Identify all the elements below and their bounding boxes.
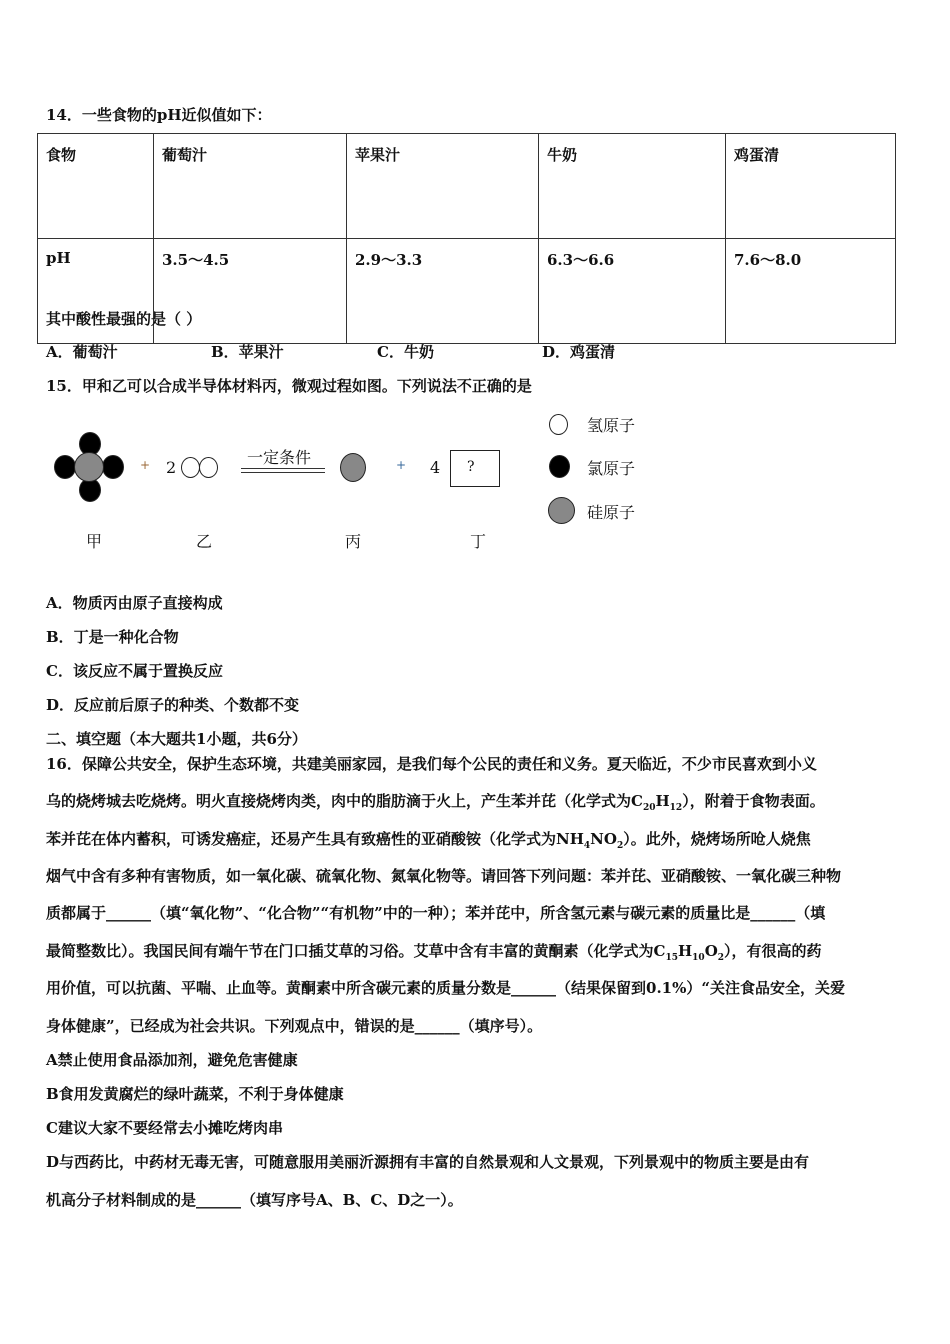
label-ding: 丁	[470, 532, 487, 551]
text-segment: NO	[590, 830, 617, 848]
option-c: C．牛奶	[377, 343, 434, 361]
subscript: 12	[669, 803, 683, 813]
option-b: B．苹果汁	[211, 343, 284, 361]
text-segment: 乌的烧烤城去吃烧烤。明火直接烧烤肉类，肉中的脂肪滴于火上，产生苯并芘（化学式为C	[46, 792, 643, 810]
section-heading: 二、填空题（本大题共1小题，共6分）	[46, 730, 307, 748]
table-cell: 鸡蛋清	[726, 134, 896, 239]
text-segment: B食用发黄腐烂的绿叶蔬菜，不利于身体健康	[46, 1085, 344, 1103]
unknown-box	[450, 450, 500, 487]
text-segment: O	[704, 942, 718, 960]
passage-line	[46, 865, 908, 886]
passage-line	[46, 902, 908, 923]
text-segment: 最简整数比）。我国民间有端午节在门口插艾草的习俗。艾草中含有丰富的黄酮素（化学式为C	[46, 942, 666, 960]
passage-line	[46, 1049, 908, 1070]
table-cell: 6.3～6.6	[539, 239, 726, 344]
table-cell: 2.9～3.3	[347, 239, 539, 344]
passage-line	[46, 1151, 908, 1172]
text-segment: 机高分子材料制成的是______（填写序号A、B、C、D之一）。	[46, 1191, 463, 1209]
question-mark: ?	[467, 459, 475, 475]
subscript: 15	[665, 953, 678, 963]
hydrogen-legend-icon	[549, 414, 568, 435]
text-segment: 烟气中含有多种有害物质，如一氧化碳、硫氧化物、氮氧化物等。请回答下列问题：苯并芘、亚硝酸铵、一氧化碳三种物	[46, 867, 842, 885]
option-d: D．反应前后原子的种类、个数都不变	[46, 696, 300, 714]
table-row	[38, 134, 896, 239]
text-segment: H	[677, 942, 693, 960]
text-segment: ），附着于食物表面。	[682, 792, 825, 810]
reaction-condition: 一定条件	[247, 448, 312, 467]
legend-silicon: 硅原子	[587, 503, 636, 522]
text-segment: 苯并芘在体内蓄积，可诱发癌症，还易产生具有致癌性的亚硝酸铵（化学式为NH	[46, 830, 584, 848]
passage-line	[46, 1189, 908, 1210]
subscript: 2	[616, 841, 624, 851]
passage-line	[46, 977, 908, 998]
option-d: D．鸡蛋清	[542, 343, 616, 361]
text-segment: A禁止使用食品添加剂，避免危害健康	[46, 1051, 298, 1069]
equals-sign	[241, 468, 325, 473]
chlorine-atom	[54, 455, 76, 479]
table-cell: 苹果汁	[347, 134, 539, 239]
hydrogen-atom	[199, 457, 218, 478]
table-cell: pH	[38, 239, 154, 344]
chlorine-legend-icon	[549, 455, 570, 478]
label-jia: 甲	[86, 532, 103, 551]
label-yi: 乙	[196, 532, 213, 551]
plus-sign: +	[140, 458, 151, 472]
text-segment: H	[655, 792, 670, 810]
q15-stem: 15．甲和乙可以合成半导体材料丙，微观过程如图。下列说法不正确的是	[46, 377, 532, 395]
option-b: B．丁是一种化合物	[46, 628, 179, 646]
option-a: A．物质丙由原子直接构成	[46, 594, 223, 612]
passage-line	[46, 1015, 908, 1036]
label-bing: 丙	[345, 532, 362, 551]
table-cell: 7.6～8.0	[726, 239, 896, 344]
passage-line	[46, 1083, 908, 1104]
table-cell: 牛奶	[539, 134, 726, 239]
subscript: 20	[642, 803, 656, 813]
coefficient: 2	[166, 458, 177, 477]
passage-line	[46, 1117, 908, 1138]
silicon-atom	[340, 453, 366, 482]
text-segment: D与西药比，中药材无毒无害，可随意服用美丽沂源拥有丰富的自然景观和人文景观，下列景观中的物质主要是由有	[46, 1153, 810, 1171]
plus-sign: +	[396, 458, 407, 472]
silicon-atom	[74, 452, 104, 482]
legend-chlorine: 氯原子	[587, 459, 636, 478]
table-cell: 3.5～4.5	[154, 239, 347, 344]
table-cell: 葡萄汁	[154, 134, 347, 239]
chlorine-atom	[102, 455, 124, 479]
text-segment: 16．保障公共安全，保护生态环境，共建美丽家园，是我们每个公民的责任和义务。夏天临近，不少市民喜欢到小义	[46, 755, 817, 773]
subscript: 4	[583, 841, 591, 851]
silicon-legend-icon	[548, 497, 575, 524]
text-segment: ），有很高的药	[724, 942, 822, 960]
option-a: A．葡萄汁	[46, 343, 118, 361]
text-segment: 用价值，可以抗菌、平喘、止血等。黄酮素中所含碳元素的质量分数是______（结果保留到0.1%）“关注食品安全，关爱	[46, 979, 845, 997]
passage-line	[46, 753, 908, 774]
subscript: 2	[717, 953, 725, 963]
subscript: 10	[692, 953, 705, 963]
text-segment: ）。此外，烧烤场所呛人烧焦	[623, 830, 811, 848]
text-segment: 身体健康”，已经成为社会共识。下列观点中，错误的是______（填序号）。	[46, 1017, 543, 1035]
text-segment: C建议大家不要经常去小摊吃烤肉串	[46, 1119, 283, 1137]
hydrogen-atom	[181, 457, 200, 478]
passage-line	[46, 828, 908, 851]
passage-line	[46, 940, 908, 963]
table-cell: 食物	[38, 134, 154, 239]
q14-question: 其中酸性最强的是（ ）	[46, 310, 202, 328]
text-segment: 质都属于______（填“氧化物”、“化合物”“有机物”中的一种）；苯并芘中，所含氢元素与碳元素的质量比是______（填	[46, 904, 826, 922]
coefficient: 4	[430, 458, 441, 477]
passage-line	[46, 790, 908, 813]
legend-hydrogen: 氢原子	[587, 416, 636, 435]
option-c: C．该反应不属于置换反应	[46, 662, 223, 680]
q14-stem: 14．一些食物的pH近似值如下：	[46, 106, 272, 124]
